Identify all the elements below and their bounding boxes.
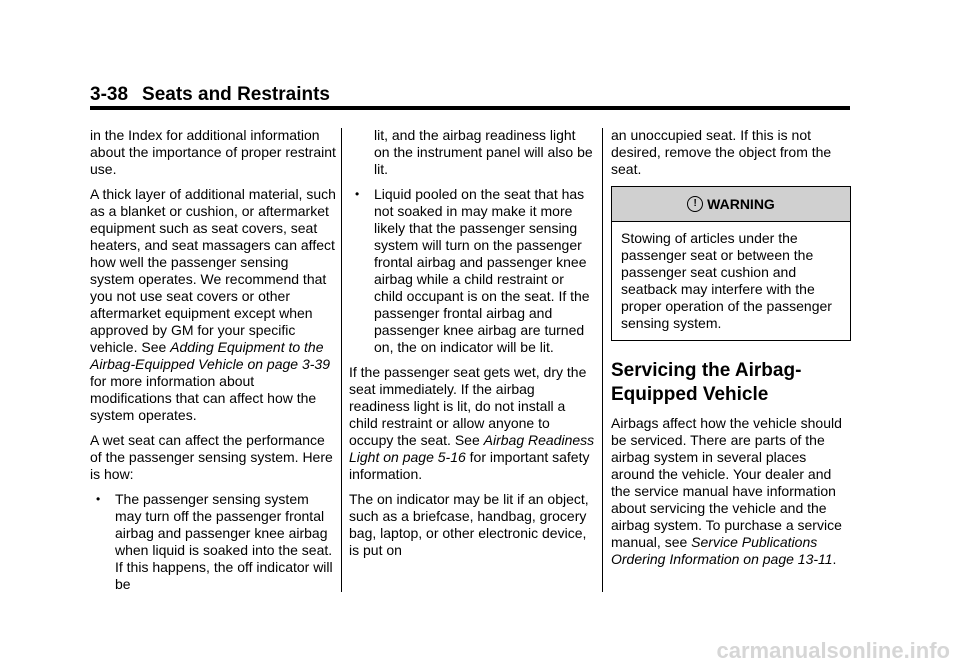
bullet-text: Liquid pooled on the seat that has not soaked in may make it more likely that the passenger sensing system will turn on the passenger frontal airbag and passenger knee airbag while a child restraint or child occupant is on the seat. If the passenger frontal airbag and passenger knee airbag are turned on, the on indicator will be lit. [374, 186, 590, 355]
column-divider [341, 128, 342, 592]
column-3 [611, 127, 851, 576]
paragraph-text: for important safety information. [349, 449, 590, 482]
paragraph [611, 415, 851, 568]
page-header [90, 84, 330, 106]
warning-box [611, 186, 851, 341]
bullet-icon: • [355, 187, 360, 201]
cross-reference-link[interactable]: Airbag Readiness Light on page 5-16 [349, 432, 595, 465]
paragraph-text: . [832, 551, 837, 567]
header-rule [90, 106, 850, 110]
bullet-continuation: lit, and the airbag readiness light on the instrument panel will also be lit. [374, 127, 593, 177]
warning-header [612, 187, 850, 222]
paragraph-text: Airbags affect how the vehicle should be serviced. There are parts of the airbag system in several places around the vehicle. Your dealer and the service manual have information about servicing the vehicle and the airbag system. To purchase a service manual, see [611, 415, 842, 550]
paragraph [90, 186, 336, 424]
warning-icon: ! [687, 196, 703, 212]
column-divider [602, 128, 603, 592]
section-title: Seats and Restraints [142, 84, 330, 105]
warning-text: Stowing of articles under the passenger seat or between the passenger seat cushion and seatback may interfere with the proper operation of the passenger sensing system. [621, 230, 832, 331]
paragraph: The on indicator may be lit if an object, such as a briefcase, handbag, grocery bag, laptop, or other electronic device, is put on [349, 491, 589, 558]
paragraph: an unoccupied seat. If this is not desired, remove the object from the seat. [611, 127, 832, 177]
bullet-text: The passenger sensing system may turn off the passenger frontal airbag and passenger knee airbag when liquid is soaked into the seat. If this happens, the off indicator will be [115, 491, 333, 592]
cross-reference-link[interactable]: Service Publications Ordering Information on page 13-11 [611, 534, 833, 567]
bullet-icon: • [96, 492, 101, 506]
paragraph: in the Index for additional information about the importance of proper restraint use. [90, 127, 336, 177]
bullet-item [349, 186, 595, 356]
paragraph-text: for more information about modifications that can affect how the system operates. [90, 373, 317, 423]
column-2 [349, 127, 595, 567]
page-number: 3-38 [90, 84, 129, 105]
watermark-logo: carmanualsonline.info [716, 638, 950, 663]
paragraph [349, 364, 595, 483]
paragraph: A wet seat can affect the performance of the passenger sensing system. Here is how: [90, 432, 333, 482]
section-heading: Servicing the Airbag-Equipped Vehicle [611, 360, 802, 405]
column-1 [90, 127, 336, 601]
paragraph-text: A thick layer of additional material, such as a blanket or cushion, or aftermarket equipment such as seat covers, seat heaters, and seat massagers can affect how well the passenger sensing system operates. We recommend that you not use seat covers or other aftermarket equipment except when approved by GM for your specific vehicle. See [90, 186, 336, 355]
bullet-item [90, 491, 336, 593]
paragraph-text: If the passenger seat gets wet, dry the seat immediately. If the airbag readiness light is lit, do not install a child restraint or allow anyone to occupy the seat. See [349, 364, 587, 448]
warning-title: WARNING [707, 195, 775, 212]
cross-reference-link[interactable]: Adding Equipment to the Airbag-Equipped Vehicle on page 3-39 [90, 339, 330, 372]
